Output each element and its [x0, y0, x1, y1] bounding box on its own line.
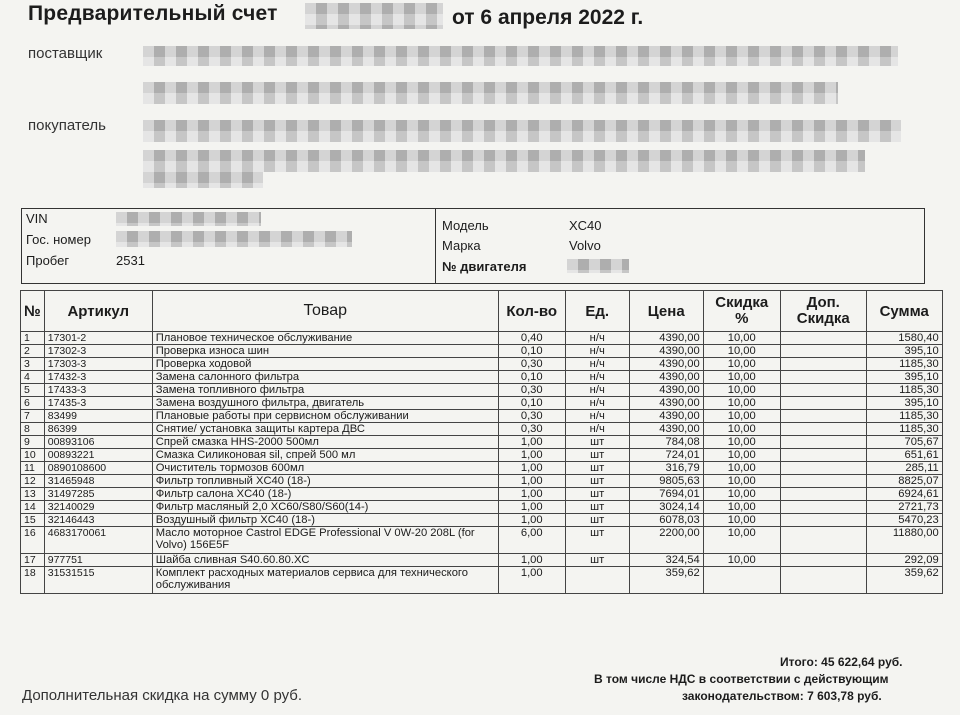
price-cell: 7694,01 — [629, 488, 703, 501]
brand-label: Марка — [442, 238, 481, 253]
redacted-buyer-line-1 — [143, 120, 901, 142]
invoice-title: Предварительный счет — [28, 2, 278, 25]
article-cell: 83499 — [44, 410, 152, 423]
price-cell: 4390,00 — [629, 371, 703, 384]
unit-cell: шт — [565, 462, 629, 475]
quantity-cell: 0,30 — [498, 384, 565, 397]
quantity-cell: 6,00 — [498, 527, 565, 554]
sum-cell: 1185,30 — [866, 423, 942, 436]
product-name-cell: Плановое техническое обслуживание — [152, 332, 498, 345]
price-cell: 4390,00 — [629, 345, 703, 358]
discount-cell: 10,00 — [703, 423, 780, 436]
extra-discount-cell — [780, 449, 866, 462]
table-row — [21, 345, 943, 358]
discount-cell — [703, 567, 780, 594]
quantity-cell: 0,30 — [498, 423, 565, 436]
table-row — [21, 449, 943, 462]
product-name-cell: Замена топливного фильтра — [152, 384, 498, 397]
row-number: 16 — [21, 527, 45, 554]
unit-cell: н/ч — [565, 358, 629, 371]
extra-discount-note: Дополнительная скидка на сумму 0 руб. — [22, 687, 303, 704]
discount-cell: 10,00 — [703, 554, 780, 567]
article-cell: 31531515 — [44, 567, 152, 594]
sum-cell: 8825,07 — [866, 475, 942, 488]
col-header-product: Товар — [152, 291, 498, 332]
row-number: 7 — [21, 410, 45, 423]
article-cell: 17301-2 — [44, 332, 152, 345]
article-cell: 977751 — [44, 554, 152, 567]
sum-cell: 6924,61 — [866, 488, 942, 501]
mileage-label: Пробег — [26, 253, 70, 268]
redacted-buyer-line-3 — [143, 172, 263, 188]
product-name-cell: Фильтр топливный XC40 (18-) — [152, 475, 498, 488]
discount-cell: 10,00 — [703, 384, 780, 397]
product-name-cell: Плановые работы при сервисном обслуживании — [152, 410, 498, 423]
quantity-cell: 1,00 — [498, 554, 565, 567]
model-value: XC40 — [569, 218, 602, 233]
price-cell: 4390,00 — [629, 410, 703, 423]
extra-discount-cell — [780, 567, 866, 594]
extra-discount-cell — [780, 397, 866, 410]
quantity-cell: 1,00 — [498, 449, 565, 462]
redacted-buyer-line-2 — [143, 150, 865, 172]
sum-cell: 395,10 — [866, 397, 942, 410]
row-number: 14 — [21, 501, 45, 514]
price-cell: 4390,00 — [629, 358, 703, 371]
sum-cell: 285,11 — [866, 462, 942, 475]
price-cell: 316,79 — [629, 462, 703, 475]
extra-discount-cell — [780, 475, 866, 488]
unit-cell: шт — [565, 514, 629, 527]
table-row — [21, 554, 943, 567]
unit-cell: шт — [565, 449, 629, 462]
discount-cell: 10,00 — [703, 371, 780, 384]
quantity-cell: 0,30 — [498, 358, 565, 371]
extra-discount-cell — [780, 436, 866, 449]
redacted-engine-number — [567, 259, 629, 273]
row-number: 18 — [21, 567, 45, 594]
table-row — [21, 567, 943, 594]
article-cell: 17303-3 — [44, 358, 152, 371]
col-header-number: № — [21, 291, 45, 332]
quantity-cell: 0,40 — [498, 332, 565, 345]
row-number: 5 — [21, 384, 45, 397]
extra-discount-cell — [780, 527, 866, 554]
quantity-cell: 0,10 — [498, 371, 565, 384]
quantity-cell: 1,00 — [498, 501, 565, 514]
extra-discount-cell — [780, 371, 866, 384]
discount-cell: 10,00 — [703, 501, 780, 514]
vin-label: VIN — [26, 211, 48, 226]
quantity-cell: 1,00 — [498, 436, 565, 449]
product-name-cell: Спрей смазка HHS-2000 500мл — [152, 436, 498, 449]
row-number: 17 — [21, 554, 45, 567]
row-number: 11 — [21, 462, 45, 475]
table-row — [21, 514, 943, 527]
sum-cell: 5470,23 — [866, 514, 942, 527]
total-amount: Итого: 45 622,64 руб. — [780, 655, 903, 669]
extra-discount-cell — [780, 410, 866, 423]
article-cell: 00893221 — [44, 449, 152, 462]
price-cell: 784,08 — [629, 436, 703, 449]
article-cell: 4683170061 — [44, 527, 152, 554]
unit-cell: шт — [565, 501, 629, 514]
redacted-plate — [116, 231, 352, 247]
col-header-article: Артикул — [44, 291, 152, 332]
extra-discount-cell — [780, 501, 866, 514]
sum-cell: 1185,30 — [866, 358, 942, 371]
discount-cell: 10,00 — [703, 358, 780, 371]
table-row — [21, 358, 943, 371]
unit-cell: н/ч — [565, 345, 629, 358]
items-table — [20, 290, 943, 594]
sum-cell: 395,10 — [866, 371, 942, 384]
discount-cell: 10,00 — [703, 410, 780, 423]
vat-line-1: В том числе НДС в соответствии с действующим — [594, 672, 889, 686]
quantity-cell: 1,00 — [498, 462, 565, 475]
quantity-cell: 1,00 — [498, 475, 565, 488]
price-cell: 359,62 — [629, 567, 703, 594]
article-cell: 32140029 — [44, 501, 152, 514]
redacted-supplier-line-2 — [143, 82, 838, 104]
discount-cell: 10,00 — [703, 462, 780, 475]
unit-cell: н/ч — [565, 332, 629, 345]
price-cell: 324,54 — [629, 554, 703, 567]
row-number: 10 — [21, 449, 45, 462]
article-cell: 17432-3 — [44, 371, 152, 384]
extra-discount-cell — [780, 345, 866, 358]
product-name-cell: Очиститель тормозов 600мл — [152, 462, 498, 475]
vat-line-2: законодательством: 7 603,78 руб. — [682, 689, 882, 703]
redacted-supplier-line-1 — [143, 46, 898, 66]
row-number: 6 — [21, 397, 45, 410]
product-name-cell: Снятие/ установка защиты картера ДВС — [152, 423, 498, 436]
table-row — [21, 384, 943, 397]
col-header-sum: Сумма — [866, 291, 942, 332]
product-name-cell: Смазка Силиконовая sil, спрей 500 мл — [152, 449, 498, 462]
row-number: 8 — [21, 423, 45, 436]
article-cell: 17433-3 — [44, 384, 152, 397]
article-cell: 31465948 — [44, 475, 152, 488]
extra-discount-cell — [780, 332, 866, 345]
quantity-cell: 0,30 — [498, 410, 565, 423]
col-header-quantity: Кол-во — [498, 291, 565, 332]
row-number: 2 — [21, 345, 45, 358]
product-name-cell: Фильтр салона XC40 (18-) — [152, 488, 498, 501]
unit-cell: шт — [565, 436, 629, 449]
article-cell: 32146443 — [44, 514, 152, 527]
price-cell: 4390,00 — [629, 397, 703, 410]
unit-cell: шт — [565, 554, 629, 567]
unit-cell: шт — [565, 475, 629, 488]
table-row — [21, 371, 943, 384]
quantity-cell: 1,00 — [498, 514, 565, 527]
table-row — [21, 488, 943, 501]
table-header-row — [21, 291, 943, 332]
table-row — [21, 501, 943, 514]
row-number: 1 — [21, 332, 45, 345]
row-number: 9 — [21, 436, 45, 449]
engine-label: № двигателя — [442, 259, 527, 274]
price-cell: 4390,00 — [629, 423, 703, 436]
unit-cell: шт — [565, 488, 629, 501]
sum-cell: 292,09 — [866, 554, 942, 567]
product-name-cell: Воздушный фильтр XC40 (18-) — [152, 514, 498, 527]
extra-discount-cell — [780, 423, 866, 436]
unit-cell: н/ч — [565, 410, 629, 423]
table-row — [21, 436, 943, 449]
row-number: 15 — [21, 514, 45, 527]
table-row — [21, 527, 943, 554]
price-cell: 724,01 — [629, 449, 703, 462]
discount-cell: 10,00 — [703, 449, 780, 462]
sum-cell: 705,67 — [866, 436, 942, 449]
extra-discount-cell — [780, 358, 866, 371]
table-row — [21, 332, 943, 345]
product-name-cell: Фильтр масляный 2,0 XC60/S80/S60(14-) — [152, 501, 498, 514]
extra-discount-cell — [780, 554, 866, 567]
price-cell: 9805,63 — [629, 475, 703, 488]
sum-cell: 1580,40 — [866, 332, 942, 345]
sum-cell: 359,62 — [866, 567, 942, 594]
discount-cell: 10,00 — [703, 527, 780, 554]
table-row — [21, 423, 943, 436]
sum-cell: 1185,30 — [866, 384, 942, 397]
price-cell: 6078,03 — [629, 514, 703, 527]
quantity-cell: 1,00 — [498, 488, 565, 501]
extra-discount-cell — [780, 514, 866, 527]
brand-value: Volvo — [569, 238, 601, 253]
extra-discount-cell — [780, 384, 866, 397]
product-name-cell: Шайба сливная S40.60.80.XC — [152, 554, 498, 567]
invoice-date: от 6 апреля 2022 г. — [452, 6, 644, 29]
col-header-price: Цена — [629, 291, 703, 332]
discount-cell: 10,00 — [703, 488, 780, 501]
redacted-invoice-number — [305, 3, 443, 29]
col-header-unit: Ед. — [565, 291, 629, 332]
unit-cell: н/ч — [565, 397, 629, 410]
extra-discount-cell — [780, 488, 866, 501]
unit-cell — [565, 567, 629, 594]
sum-cell: 11880,00 — [866, 527, 942, 554]
discount-cell: 10,00 — [703, 475, 780, 488]
redacted-vin — [116, 212, 261, 226]
col-header-extra-discount: Доп. Скидка — [780, 291, 866, 332]
row-number: 3 — [21, 358, 45, 371]
buyer-label: покупатель — [28, 117, 106, 134]
price-cell: 4390,00 — [629, 384, 703, 397]
product-name-cell: Масло моторное Castrol EDGE Professional V 0W-20 208L (for Volvo) 156E5F — [152, 527, 498, 554]
table-row — [21, 410, 943, 423]
plate-label: Гос. номер — [26, 232, 91, 247]
product-name-cell: Замена воздушного фильтра, двигатель — [152, 397, 498, 410]
article-cell: 17435-3 — [44, 397, 152, 410]
vehicle-box-divider — [435, 209, 436, 283]
unit-cell: шт — [565, 527, 629, 554]
article-cell: 86399 — [44, 423, 152, 436]
article-cell: 00893106 — [44, 436, 152, 449]
extra-discount-cell — [780, 462, 866, 475]
table-row — [21, 462, 943, 475]
price-cell: 3024,14 — [629, 501, 703, 514]
discount-cell: 10,00 — [703, 397, 780, 410]
row-number: 4 — [21, 371, 45, 384]
table-row — [21, 397, 943, 410]
product-name-cell: Замена салонного фильтра — [152, 371, 498, 384]
row-number: 12 — [21, 475, 45, 488]
supplier-label: поставщик — [28, 45, 103, 62]
sum-cell: 395,10 — [866, 345, 942, 358]
unit-cell: н/ч — [565, 371, 629, 384]
row-number: 13 — [21, 488, 45, 501]
sum-cell: 651,61 — [866, 449, 942, 462]
unit-cell: н/ч — [565, 423, 629, 436]
quantity-cell: 1,00 — [498, 567, 565, 594]
article-cell: 0890108600 — [44, 462, 152, 475]
discount-cell: 10,00 — [703, 345, 780, 358]
price-cell: 2200,00 — [629, 527, 703, 554]
product-name-cell: Комплект расходных материалов сервиса для технического обслуживания — [152, 567, 498, 594]
quantity-cell: 0,10 — [498, 397, 565, 410]
table-row — [21, 475, 943, 488]
article-cell: 17302-3 — [44, 345, 152, 358]
model-label: Модель — [442, 218, 489, 233]
unit-cell: н/ч — [565, 384, 629, 397]
mileage-value: 2531 — [116, 253, 145, 268]
sum-cell: 1185,30 — [866, 410, 942, 423]
discount-cell: 10,00 — [703, 514, 780, 527]
col-header-discount: Скидка % — [703, 291, 780, 332]
quantity-cell: 0,10 — [498, 345, 565, 358]
product-name-cell: Проверка износа шин — [152, 345, 498, 358]
product-name-cell: Проверка ходовой — [152, 358, 498, 371]
article-cell: 31497285 — [44, 488, 152, 501]
discount-cell: 10,00 — [703, 332, 780, 345]
sum-cell: 2721,73 — [866, 501, 942, 514]
price-cell: 4390,00 — [629, 332, 703, 345]
discount-cell: 10,00 — [703, 436, 780, 449]
vehicle-info-box — [21, 208, 925, 284]
